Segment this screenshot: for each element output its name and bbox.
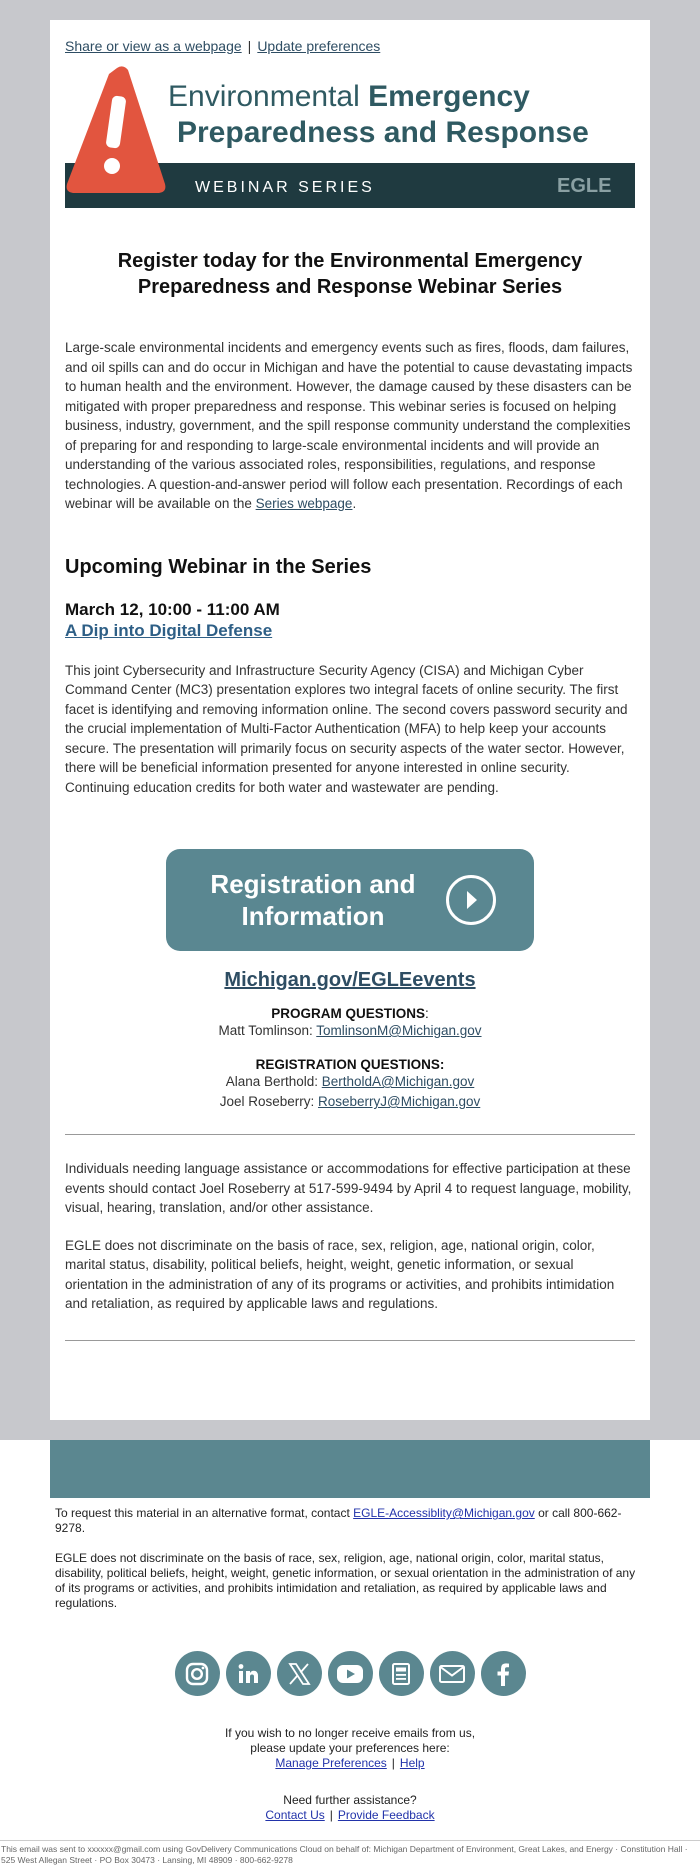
unsubscribe-links [0, 1756, 700, 1771]
registration-contact-email-link[interactable]: BertholdA@Michigan.gov [321, 1074, 475, 1089]
registration-contact-name: Alana Berthold: [225, 1074, 322, 1089]
linkedin-icon[interactable] [226, 1651, 271, 1696]
intro-text: Large-scale environmental incidents and emergency events such as fires, floods, dam failures, and oil spills can and do occur in Michigan and have the potential to cause devastating impacts to human health and the environment. However, the damage caused by these disasters can be mitigated with proper preparedness and response. This webinar series is focused on helping business, industry, government, and the spill response community understand the complexities of preparing for and responding to large-scale environmental incidents and will provide an understanding of the various associated roles, responsibilities, regulations, and response technologies. A question-and-answer period will follow each presentation. Recordings of each webinar will be available on the [65, 340, 633, 511]
program-questions-colon: : [425, 1006, 429, 1021]
email-icon[interactable] [430, 1651, 475, 1696]
provide-feedback-link[interactable]: Provide Feedback [337, 1808, 435, 1822]
banner-subtitle: WEBINAR SERIES [195, 179, 375, 196]
registration-contact [65, 1072, 635, 1092]
registration-contact-email-link[interactable]: RoseberryJ@Michigan.gov [318, 1094, 481, 1109]
program-contact [65, 1021, 635, 1041]
program-questions-label: PROGRAM QUESTIONS [271, 1006, 425, 1021]
unsubscribe-line2: please update your preferences here: [250, 1741, 450, 1755]
section-divider [65, 1134, 635, 1135]
program-questions-heading [65, 1006, 635, 1021]
webinar-title-link[interactable]: A Dip into Digital Defense [65, 620, 273, 640]
top-links [65, 38, 635, 54]
webinar-banner [65, 66, 635, 208]
program-contact-email-link[interactable]: TomlinsonM@Michigan.gov [316, 1023, 482, 1038]
social-icons [0, 1651, 700, 1696]
accessibility-email-link[interactable]: EGLE-Accessiblity@Michigan.gov [353, 1506, 535, 1520]
facebook-icon[interactable] [481, 1651, 526, 1696]
banner-title-line2: Preparedness and Response [177, 116, 589, 149]
registration-contact-name: Joel Roseberry: [219, 1094, 318, 1109]
contact-us-link[interactable]: Contact Us [265, 1808, 325, 1822]
instagram-icon[interactable] [175, 1651, 220, 1696]
registration-button-label: Registration and Information [210, 869, 416, 931]
footer [50, 1498, 650, 1611]
webinar-description: This joint Cybersecurity and Infrastructure Security Agency (CISA) and Michigan Cyber Command Center (MC3) presentation explores two integral facets of online security. The first facet is identifying and removing information online. The second covers password security and the crucial implementation of Multi-Factor Authentication (MFA) to help keep your accounts secure. The presentation will primarily focus on security aspects of the water sector. However, there will be beneficial information presented for anyone interested in online security. Continuing education credits for both water and wastewater are pending. [65, 662, 628, 795]
newsletter-icon[interactable] [379, 1651, 424, 1696]
webinar-date: March 12, 10:00 - 11:00 AM [65, 599, 280, 619]
registration-questions-heading: REGISTRATION QUESTIONS: [255, 1057, 445, 1072]
link-separator: | [391, 1756, 395, 1770]
sender-footnote: This email was sent to xxxxxx@gmail.com using GovDelivery Communications Cloud on behalf of: Michigan Department of Environment, Great Lakes, and Energy · Constitution Hall · 525 West Allegan Street · PO Box 30473 · Lansing, MI 48909 · 800-662-9278 [0, 1840, 700, 1866]
unsubscribe-section [0, 1726, 700, 1771]
alt-format-notice [55, 1506, 645, 1536]
program-contact-name: Matt Tomlinson: [218, 1023, 317, 1038]
accommodations-notice: Individuals needing language assistance or accommodations for effective participation at these events should contact Joel Roseberry at 517-599-9494 by April 4 to request language, mobility, visual, hearing, translation, and/or other assistance. [65, 1161, 632, 1215]
assistance-links [0, 1808, 700, 1823]
link-separator: | [329, 1808, 333, 1822]
share-webpage-link[interactable]: Share or view as a webpage [65, 38, 242, 54]
page-headline: Register today for the Environmental Emergency Preparedness and Response Webinar Series [117, 250, 583, 298]
footer-nondiscrimination: EGLE does not discriminate on the basis of race, sex, religion, age, national origin, color, marital status, disability, political beliefs, height, weight, genetic information, or sexual orientation in the administration of any of its programs or activities, and prohibits intimidation and retaliation, as required by applicable laws and regulations. [55, 1551, 636, 1610]
help-link[interactable]: Help [399, 1756, 425, 1770]
unsubscribe-line1: If you wish to no longer receive emails from us, [224, 1726, 476, 1740]
warning-triangle-icon [67, 66, 166, 193]
assistance-question: Need further assistance? [283, 1793, 417, 1807]
egle-events-link[interactable]: Michigan.gov/EGLEevents [224, 969, 476, 991]
x-icon[interactable] [277, 1651, 322, 1696]
email-card [50, 20, 650, 1420]
chevron-right-icon [446, 875, 496, 925]
series-webpage-link[interactable]: Series webpage [255, 496, 353, 511]
section-divider [65, 1340, 635, 1341]
nondiscrimination-notice: EGLE does not discriminate on the basis of race, sex, religion, age, national origin, color, marital status, disability, political beliefs, height, weight, genetic information, or sexual orientation in the administration of any of its programs or activities, and prohibits intimidation and retaliation, as required by applicable laws and regulations. [65, 1237, 615, 1311]
banner-title-line1: Environmental Emergency [168, 80, 530, 113]
alt-format-text: To request this material in an alternative format, contact [55, 1506, 354, 1520]
top-links-separator: | [247, 38, 252, 54]
youtube-icon[interactable] [328, 1651, 373, 1696]
registration-button[interactable] [166, 849, 534, 951]
alt-format-phone: or call 800-662-9278. [55, 1506, 622, 1535]
intro-paragraph [65, 338, 635, 514]
registration-contact [65, 1092, 635, 1112]
egle-logo: EGLE [557, 175, 612, 197]
footer-teal-bar [50, 1440, 650, 1498]
upcoming-heading: Upcoming Webinar in the Series [65, 555, 372, 578]
update-preferences-link[interactable]: Update preferences [257, 38, 381, 54]
manage-preferences-link[interactable]: Manage Preferences [275, 1756, 387, 1770]
assistance-section [0, 1793, 700, 1823]
intro-end: . [352, 496, 357, 511]
